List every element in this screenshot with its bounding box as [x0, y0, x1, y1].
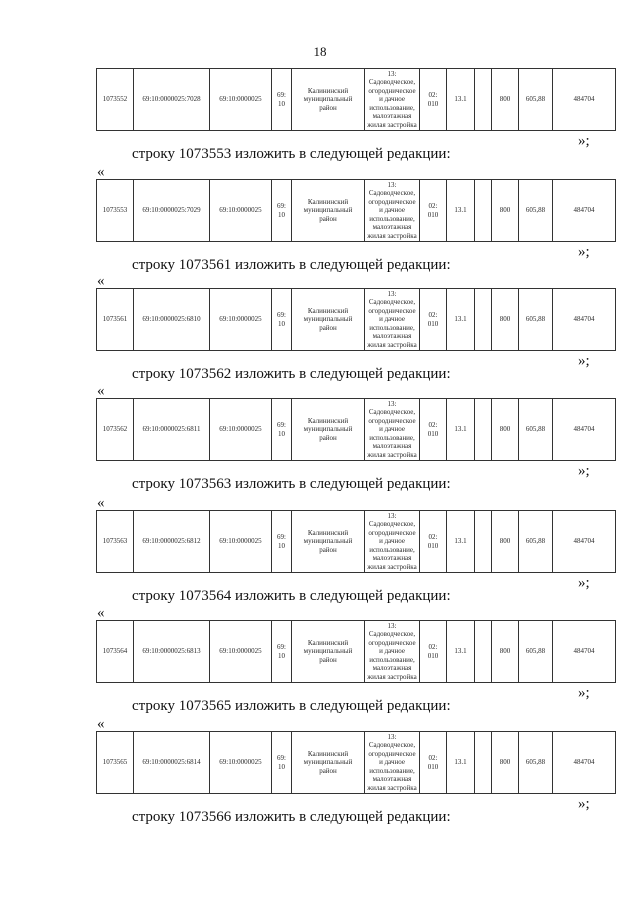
table-cell: [475, 399, 492, 461]
table-cell: 69:10:0000025: [210, 621, 272, 683]
table-cell: 1073552: [97, 69, 134, 131]
table-cell: Калининский муниципальный район: [292, 732, 365, 794]
page-number: 18: [313, 44, 327, 59]
register-row-table: [96, 68, 616, 131]
table-cell: 69: 10: [272, 399, 292, 461]
amendment-instruction: строку 1073566 изложить в следующей редакции:: [132, 809, 451, 825]
table-cell: 484704: [553, 399, 616, 461]
table-cell: 484704: [553, 732, 616, 794]
table-cell: 800: [492, 732, 519, 794]
table-cell: 1073565: [97, 732, 134, 794]
register-row-table: [96, 620, 616, 683]
table-cell: 605,88: [519, 732, 553, 794]
table-cell: 69:10:0000025: [210, 69, 272, 131]
table-cell: 69:10:0000025:7028: [134, 69, 210, 131]
table-cell: 484704: [553, 180, 616, 242]
table-cell: 13.1: [447, 69, 475, 131]
table-row: [97, 399, 616, 461]
open-quote-mark: «: [97, 273, 105, 289]
closing-quote-mark: »;: [578, 796, 590, 812]
register-row-table: [96, 398, 616, 461]
table-cell: 800: [492, 289, 519, 351]
table-cell: 02: 010: [420, 69, 447, 131]
table-cell: 13.1: [447, 180, 475, 242]
table-cell: 69:10:0000025: [210, 399, 272, 461]
table-cell: 605,88: [519, 69, 553, 131]
table-cell: [475, 732, 492, 794]
table-cell: 1073561: [97, 289, 134, 351]
closing-quote-mark: »;: [578, 685, 590, 701]
table-cell: Калининский муниципальный район: [292, 621, 365, 683]
amendment-instruction: строку 1073563 изложить в следующей редакции:: [132, 476, 451, 492]
table-cell: 800: [492, 511, 519, 573]
table-cell: 605,88: [519, 511, 553, 573]
table-cell: 1073563: [97, 511, 134, 573]
amendment-instruction: строку 1073562 изложить в следующей редакции:: [132, 366, 451, 382]
open-quote-mark: «: [97, 383, 105, 399]
table-cell: 69:10:0000025: [210, 732, 272, 794]
table-cell: 69:10:0000025: [210, 511, 272, 573]
table-cell: 800: [492, 180, 519, 242]
table-cell: Калининский муниципальный район: [292, 69, 365, 131]
table-cell: 69: 10: [272, 732, 292, 794]
table-row: [97, 621, 616, 683]
table-cell: 1073562: [97, 399, 134, 461]
table-cell: [475, 621, 492, 683]
table-cell: 02: 010: [420, 732, 447, 794]
table-cell: 69:10:0000025: [210, 180, 272, 242]
table-row: [97, 732, 616, 794]
table-cell: 02: 010: [420, 621, 447, 683]
table-cell: 02: 010: [420, 511, 447, 573]
register-row-table: [96, 510, 616, 573]
table-cell: 484704: [553, 621, 616, 683]
table-cell: 800: [492, 621, 519, 683]
table-cell: 1073564: [97, 621, 134, 683]
register-row-table: [96, 288, 616, 351]
table-cell: 69:10:0000025: [210, 289, 272, 351]
table-cell: 605,88: [519, 289, 553, 351]
table-cell: [475, 180, 492, 242]
amendment-instruction: строку 1073564 изложить в следующей редакции:: [132, 588, 451, 604]
table-row: [97, 511, 616, 573]
table-cell: 69: 10: [272, 621, 292, 683]
table-cell: 02: 010: [420, 180, 447, 242]
table-cell: 02: 010: [420, 289, 447, 351]
table-cell: 69: 10: [272, 511, 292, 573]
table-cell: 13: Садоводческое, огородническое и дачное использование, малоэтажная жилая застройка: [365, 511, 420, 573]
register-row-table: [96, 731, 616, 794]
table-cell: 13.1: [447, 289, 475, 351]
table-cell: 69: 10: [272, 289, 292, 351]
table-row: [97, 289, 616, 351]
table-cell: 484704: [553, 69, 616, 131]
table-cell: 02: 010: [420, 399, 447, 461]
table-cell: Калининский муниципальный район: [292, 511, 365, 573]
table-cell: 605,88: [519, 621, 553, 683]
closing-quote-mark: »;: [578, 133, 590, 149]
amendment-instruction: строку 1073565 изложить в следующей редакции:: [132, 698, 451, 714]
table-cell: 605,88: [519, 180, 553, 242]
closing-quote-mark: »;: [578, 353, 590, 369]
table-cell: 13: Садоводческое, огородническое и дачное использование, малоэтажная жилая застройка: [365, 289, 420, 351]
closing-quote-mark: »;: [578, 463, 590, 479]
table-cell: 13: Садоводческое, огородническое и дачное использование, малоэтажная жилая застройка: [365, 621, 420, 683]
closing-quote-mark: »;: [578, 575, 590, 591]
table-cell: 69:10:0000025:7029: [134, 180, 210, 242]
table-cell: 69:10:0000025:6814: [134, 732, 210, 794]
table-cell: 13.1: [447, 621, 475, 683]
table-cell: [475, 69, 492, 131]
table-cell: 13: Садоводческое, огородническое и дачное использование, малоэтажная жилая застройка: [365, 732, 420, 794]
amendment-instruction: строку 1073553 изложить в следующей редакции:: [132, 146, 451, 162]
open-quote-mark: «: [97, 605, 105, 621]
table-cell: 69: 10: [272, 180, 292, 242]
table-cell: Калининский муниципальный район: [292, 289, 365, 351]
table-cell: 13.1: [447, 511, 475, 573]
table-cell: 13: Садоводческое, огородническое и дачное использование, малоэтажная жилая застройка: [365, 399, 420, 461]
table-cell: 13.1: [447, 732, 475, 794]
table-cell: 69:10:0000025:6812: [134, 511, 210, 573]
table-cell: 800: [492, 69, 519, 131]
table-cell: 800: [492, 399, 519, 461]
table-cell: [475, 289, 492, 351]
table-row: [97, 69, 616, 131]
table-cell: 13: Садоводческое, огородническое и дачное использование, малоэтажная жилая застройка: [365, 69, 420, 131]
table-cell: 69:10:0000025:6811: [134, 399, 210, 461]
table-cell: 69:10:0000025:6810: [134, 289, 210, 351]
open-quote-mark: «: [97, 716, 105, 732]
table-cell: 13.1: [447, 399, 475, 461]
table-cell: 484704: [553, 511, 616, 573]
closing-quote-mark: »;: [578, 244, 590, 260]
table-cell: Калининский муниципальный район: [292, 180, 365, 242]
table-cell: 1073553: [97, 180, 134, 242]
open-quote-mark: «: [97, 164, 105, 180]
table-cell: [475, 511, 492, 573]
register-row-table: [96, 179, 616, 242]
open-quote-mark: «: [97, 495, 105, 511]
table-row: [97, 180, 616, 242]
table-cell: Калининский муниципальный район: [292, 399, 365, 461]
table-cell: 69:10:0000025:6813: [134, 621, 210, 683]
table-cell: 605,88: [519, 399, 553, 461]
table-cell: 69: 10: [272, 69, 292, 131]
table-cell: 484704: [553, 289, 616, 351]
amendment-instruction: строку 1073561 изложить в следующей редакции:: [132, 257, 451, 273]
table-cell: 13: Садоводческое, огородническое и дачное использование, малоэтажная жилая застройка: [365, 180, 420, 242]
